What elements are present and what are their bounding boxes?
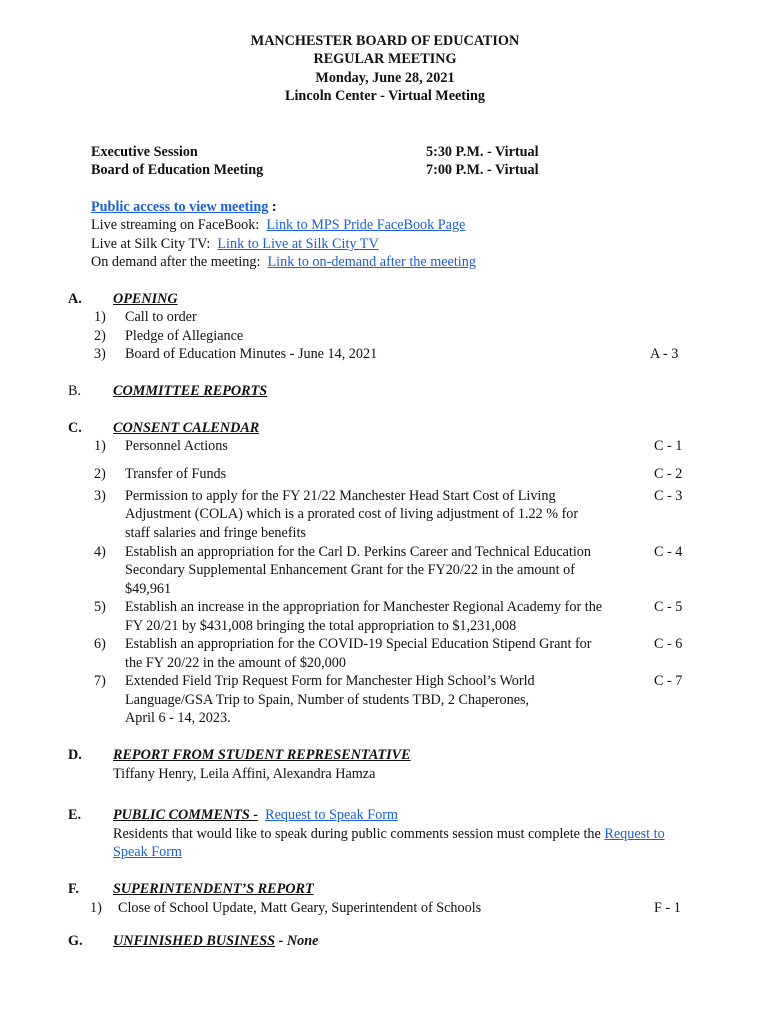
item-text: Establish an increase in the appropriation for Manchester Regional Academy for the bbox=[125, 599, 603, 615]
header-line-3: Monday, June 28, 2021 bbox=[315, 70, 455, 86]
item-text: Establish an appropriation for the COVID-19 Special Education Stipend Grant for bbox=[125, 636, 592, 652]
section-title-superintendent-report: SUPERINTENDENT’S REPORT bbox=[113, 881, 314, 897]
header-line-2: REGULAR MEETING bbox=[313, 51, 457, 67]
item-number: 1) bbox=[94, 438, 106, 454]
item-text: Pledge of Allegiance bbox=[125, 328, 244, 344]
section-letter: D. bbox=[68, 747, 82, 763]
item-text: Board of Education Minutes - June 14, 2021 bbox=[125, 346, 378, 362]
facebook-row bbox=[91, 216, 465, 234]
request-to-speak-inline-link-cont[interactable]: Speak Form bbox=[113, 844, 182, 860]
item-number: 1) bbox=[90, 900, 102, 916]
item-text: Establish an appropriation for the Carl D. Perkins Career and Technical Education bbox=[125, 544, 591, 560]
item-reference: C - 3 bbox=[654, 488, 683, 504]
item-text: Extended Field Trip Request Form for Manchester High School’s World bbox=[125, 673, 535, 689]
public-access-colon: : bbox=[268, 199, 277, 215]
public-comments-body bbox=[113, 825, 665, 843]
public-access-link[interactable]: Public access to view meeting bbox=[91, 199, 269, 215]
silk-city-link[interactable]: Link to Live at Silk City TV bbox=[217, 236, 379, 252]
item-reference: C - 6 bbox=[654, 636, 683, 652]
on-demand-row bbox=[91, 253, 476, 271]
request-to-speak-link[interactable]: Request to Speak Form bbox=[265, 807, 398, 823]
item-text: staff salaries and fringe benefits bbox=[125, 525, 306, 541]
item-number: 5) bbox=[94, 599, 106, 615]
item-number: 3) bbox=[94, 488, 106, 504]
request-to-speak-inline-link[interactable]: Request to bbox=[604, 826, 665, 842]
item-number: 2) bbox=[94, 328, 106, 344]
item-text: Personnel Actions bbox=[125, 438, 228, 454]
section-title-committee-reports: COMMITTEE REPORTS bbox=[113, 383, 268, 399]
item-number: 3) bbox=[94, 346, 106, 362]
on-demand-link[interactable]: Link to on-demand after the meeting bbox=[267, 254, 476, 270]
item-reference: F - 1 bbox=[654, 900, 681, 916]
item-number: 2) bbox=[94, 466, 106, 482]
item-text: Close of School Update, Matt Geary, Superintendent of Schools bbox=[118, 900, 482, 916]
section-letter: C. bbox=[68, 420, 82, 436]
section-title-student-representative: REPORT FROM STUDENT REPRESENTATIVE bbox=[113, 747, 411, 763]
facebook-label: Live streaming on FaceBook: bbox=[91, 217, 260, 233]
section-title-public-comments: PUBLIC COMMENTS - bbox=[113, 807, 259, 823]
item-text: Secondary Supplemental Enhancement Grant for the FY20/22 in the amount of bbox=[125, 562, 575, 578]
header-line-1: MANCHESTER BOARD OF EDUCATION bbox=[250, 33, 520, 49]
facebook-link[interactable]: Link to MPS Pride FaceBook Page bbox=[266, 217, 466, 233]
unfinished-business-heading bbox=[113, 932, 318, 950]
item-reference: A - 3 bbox=[650, 346, 679, 362]
section-title-consent-calendar: CONSENT CALENDAR bbox=[113, 420, 260, 436]
session-time: 5:30 P.M. - Virtual bbox=[426, 144, 539, 160]
item-text: Permission to apply for the FY 21/22 Manchester Head Start Cost of Living bbox=[125, 488, 556, 504]
item-number: 7) bbox=[94, 673, 106, 689]
section-letter: F. bbox=[68, 881, 79, 897]
student-representative-names: Tiffany Henry, Leila Affini, Alexandra Hamza bbox=[113, 766, 376, 782]
session-time: 7:00 P.M. - Virtual bbox=[426, 162, 539, 178]
item-text: the FY 20/22 in the amount of $20,000 bbox=[125, 655, 346, 671]
silk-city-row bbox=[91, 235, 379, 253]
item-number: 4) bbox=[94, 544, 106, 560]
item-text: Transfer of Funds bbox=[125, 466, 227, 482]
section-title-unfinished-business: UNFINISHED BUSINESS bbox=[113, 933, 276, 949]
item-reference: C - 1 bbox=[654, 438, 683, 454]
item-number: 6) bbox=[94, 636, 106, 652]
silk-city-label: Live at Silk City TV: bbox=[91, 236, 211, 252]
session-name: Executive Session bbox=[91, 144, 198, 160]
item-number: 1) bbox=[94, 309, 106, 325]
section-letter: A. bbox=[68, 291, 82, 307]
item-text: Adjustment (COLA) which is a prorated cost of living adjustment of 1.22 % for bbox=[125, 506, 579, 522]
public-comments-heading bbox=[113, 806, 398, 824]
section-letter: B. bbox=[68, 383, 82, 399]
header-line-4: Lincoln Center - Virtual Meeting bbox=[285, 88, 485, 104]
session-name: Board of Education Meeting bbox=[91, 162, 264, 178]
public-access-heading bbox=[91, 198, 277, 216]
unfinished-business-suffix: - None bbox=[275, 933, 319, 949]
item-reference: C - 7 bbox=[654, 673, 683, 689]
item-text: FY 20/21 by $431,008 bringing the total appropriation to $1,231,008 bbox=[125, 618, 517, 634]
item-reference: C - 4 bbox=[654, 544, 683, 560]
item-reference: C - 5 bbox=[654, 599, 683, 615]
section-letter: G. bbox=[68, 933, 83, 949]
on-demand-label: On demand after the meeting: bbox=[91, 254, 261, 270]
section-title-opening: OPENING bbox=[113, 291, 178, 307]
item-text: April 6 - 14, 2023. bbox=[125, 710, 231, 726]
section-letter: E. bbox=[68, 807, 82, 823]
public-comments-text: Residents that would like to speak during public comments session must complete the bbox=[113, 826, 601, 842]
item-text: $49,961 bbox=[125, 581, 172, 597]
item-reference: C - 2 bbox=[654, 466, 683, 482]
item-text: Language/GSA Trip to Spain, Number of students TBD, 2 Chaperones, bbox=[125, 692, 530, 708]
public-comments-body-cont bbox=[113, 843, 182, 861]
item-text: Call to order bbox=[125, 309, 197, 325]
